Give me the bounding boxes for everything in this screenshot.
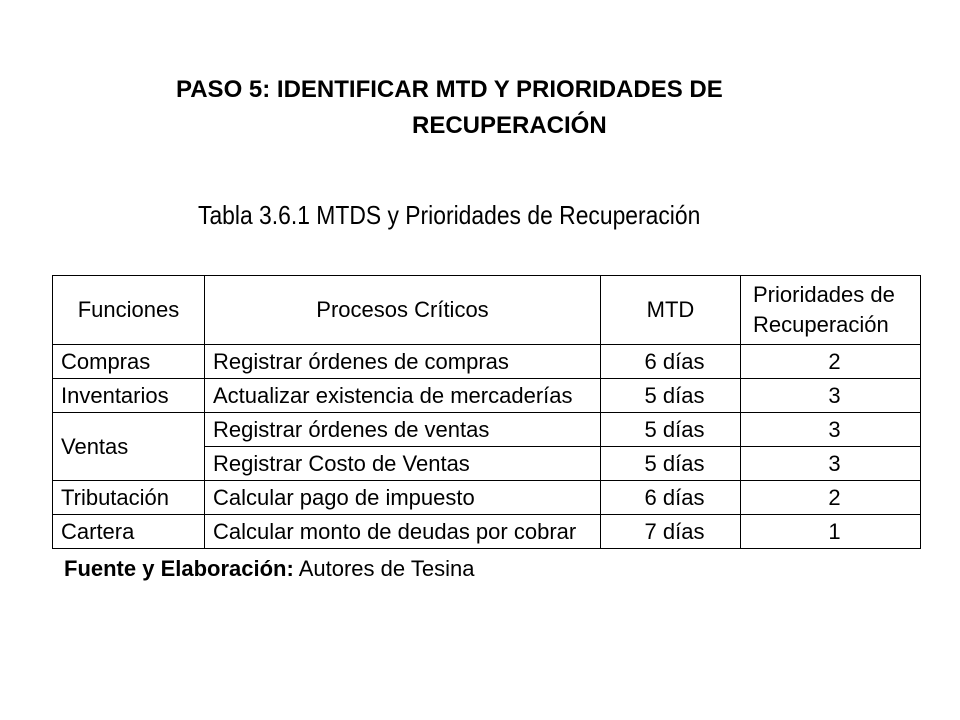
source-text: Autores de Tesina xyxy=(293,556,475,581)
table-source-note xyxy=(64,556,474,582)
table-row xyxy=(53,515,921,549)
cell-proceso: Registrar Costo de Ventas xyxy=(205,447,601,481)
table-header-row xyxy=(53,276,921,345)
recovery-priorities-table xyxy=(52,275,921,549)
cell-proceso: Calcular pago de impuesto xyxy=(205,481,601,515)
cell-proceso: Registrar órdenes de compras xyxy=(205,345,601,379)
table-row xyxy=(53,481,921,515)
header-mtd: MTD xyxy=(601,276,741,345)
cell-mtd: 6 días xyxy=(601,345,741,379)
cell-mtd: 6 días xyxy=(601,481,741,515)
header-procesos-criticos: Procesos Críticos xyxy=(205,276,601,345)
table-caption: Tabla 3.6.1 MTDS y Prioridades de Recuperación xyxy=(198,200,701,230)
header-prioridades-line-1: Prioridades de xyxy=(753,282,895,307)
slide-title-line-1: PASO 5: IDENTIFICAR MTD Y PRIORIDADES DE xyxy=(176,76,723,103)
slide-title-line-2: RECUPERACIÓN xyxy=(412,112,607,139)
cell-prioridad: 2 xyxy=(741,481,921,515)
cell-funcion: Tributación xyxy=(53,481,205,515)
cell-mtd: 5 días xyxy=(601,447,741,481)
cell-funcion: Ventas xyxy=(53,413,205,481)
cell-proceso: Actualizar existencia de mercaderías xyxy=(205,379,601,413)
cell-prioridad: 3 xyxy=(741,413,921,447)
cell-mtd: 5 días xyxy=(601,379,741,413)
source-label: Fuente y Elaboración: xyxy=(64,556,294,581)
header-funciones: Funciones xyxy=(53,276,205,345)
table-row xyxy=(53,379,921,413)
cell-mtd: 5 días xyxy=(601,413,741,447)
cell-mtd: 7 días xyxy=(601,515,741,549)
header-prioridades-line-2: Recuperación xyxy=(753,312,889,337)
table-row xyxy=(53,413,921,447)
cell-proceso: Calcular monto de deudas por cobrar xyxy=(205,515,601,549)
cell-prioridad: 1 xyxy=(741,515,921,549)
header-prioridades xyxy=(741,276,921,345)
cell-funcion: Inventarios xyxy=(53,379,205,413)
cell-funcion: Cartera xyxy=(53,515,205,549)
cell-prioridad: 2 xyxy=(741,345,921,379)
cell-funcion: Compras xyxy=(53,345,205,379)
cell-proceso: Registrar órdenes de ventas xyxy=(205,413,601,447)
cell-prioridad: 3 xyxy=(741,447,921,481)
cell-prioridad: 3 xyxy=(741,379,921,413)
table-row xyxy=(53,345,921,379)
